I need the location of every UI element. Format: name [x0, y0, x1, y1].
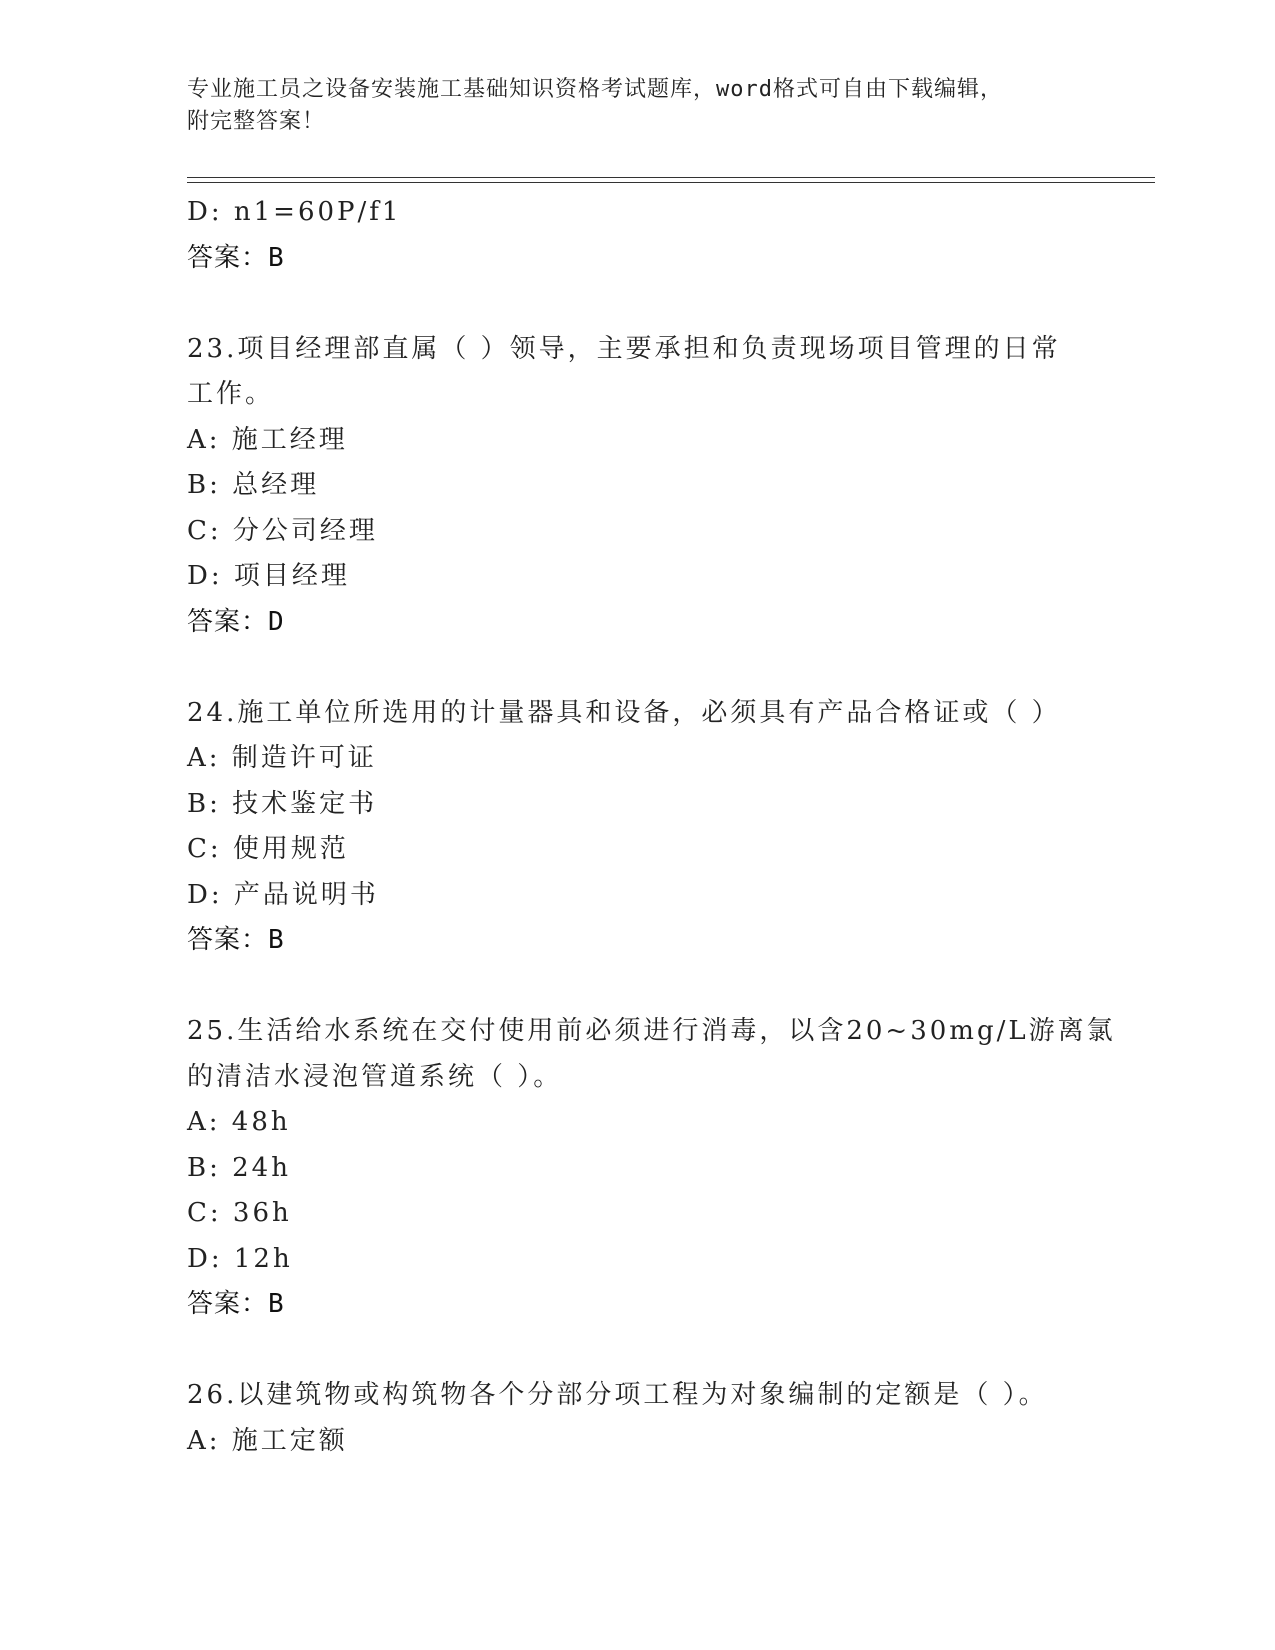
spacer [187, 281, 1087, 327]
question-26 [187, 1373, 1087, 1464]
question-stem: 23.项目经理部直属（ ）领导，主要承担和负责现场项目管理的日常 [187, 333, 1061, 364]
option-d: D: n1=60P/f1 [187, 197, 402, 227]
option-a: A: 制造许可证 [187, 743, 377, 773]
option-c: C: 36h [187, 1198, 292, 1228]
question-stem: 24.施工单位所选用的计量器具和设备，必须具有产品合格证或（ ） [187, 697, 1061, 728]
question-stem: 的清洁水浸泡管道系统（ ）。 [187, 1061, 563, 1092]
header-divider-bottom [187, 182, 1155, 183]
option-d: D: 产品说明书 [187, 879, 379, 910]
header-line-1: 专业施工员之设备安装施工基础知识资格考试题库，word格式可自由下载编辑， [187, 77, 1003, 102]
option-a: A: 48h [187, 1107, 291, 1137]
header-line-2: 附完整答案！ [187, 109, 326, 134]
option-b: B: 总经理 [187, 470, 320, 500]
option-b: B: 24h [187, 1152, 291, 1183]
question-25 [187, 1009, 1116, 1328]
option-a: A: 施工经理 [187, 424, 348, 455]
question-23 [187, 327, 1087, 646]
spacer [187, 645, 1087, 691]
spacer [187, 1328, 1087, 1374]
question-list [187, 190, 1116, 1464]
answer-line: 答案：B [187, 925, 285, 955]
answer-line: 答案：B [187, 1289, 285, 1319]
answer-line: 答案：B [187, 242, 285, 273]
option-d: D: 项目经理 [187, 561, 350, 591]
option-d: D: 12h [187, 1243, 293, 1274]
option-c: C: 使用规范 [187, 834, 349, 864]
option-a: A: 施工定额 [187, 1425, 348, 1456]
question-stem: 25.生活给水系统在交付使用前必须进行消毒，以含20~30mg/L游离氯 [187, 1016, 1116, 1046]
spacer [187, 964, 1087, 1010]
header-divider-top [187, 177, 1155, 178]
question-stem: 工作。 [187, 379, 275, 409]
question-24 [187, 691, 1087, 964]
document-header [187, 74, 1087, 138]
question-stem: 26.以建筑物或构筑物各个分部分项工程为对象编制的定额是（ ）。 [187, 1380, 1048, 1410]
option-b: B: 技术鉴定书 [187, 788, 378, 819]
option-c: C: 分公司经理 [187, 515, 378, 546]
answer-line: 答案：D [187, 606, 285, 637]
